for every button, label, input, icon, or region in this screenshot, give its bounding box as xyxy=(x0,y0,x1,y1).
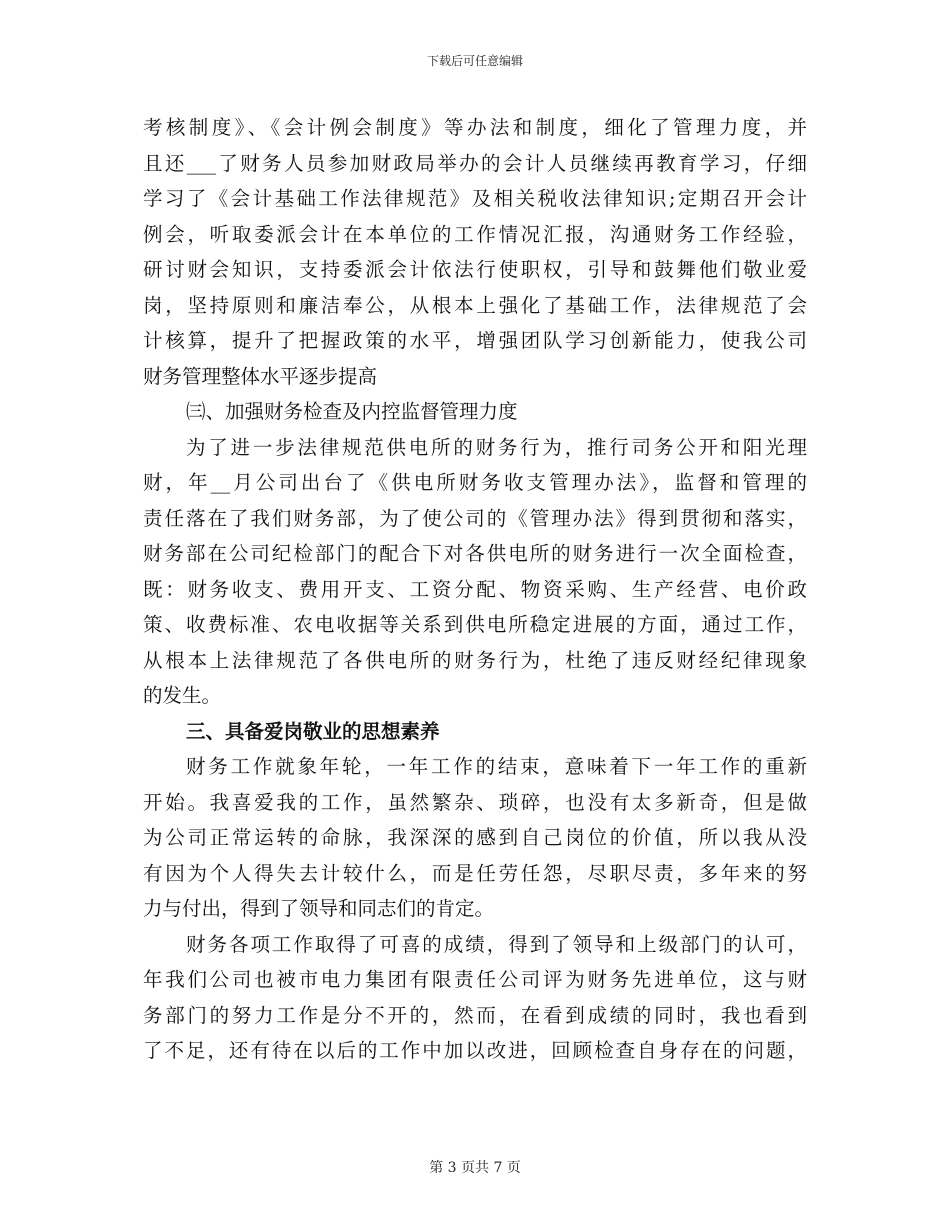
text-line: 力与付出，得到了领导和同志们的肯定。 xyxy=(143,897,495,920)
text-line: 为公司正常运转的命脉，我深深的感到自己岗位的价值，所以我从没 xyxy=(143,826,807,849)
text-line: 务部门的努力工作是分不开的，然而，在看到成绩的同时，我也看到 xyxy=(143,1003,807,1027)
page-header: 下载后可任意编辑 xyxy=(426,54,523,68)
text-line: 财务管理整体水平逐步提高 xyxy=(143,364,378,388)
text-line: 的发生。 xyxy=(143,684,222,707)
subsection-heading: ㈢、加强财务检查及内控监督管理力度 xyxy=(186,400,518,423)
text-line: 且还___了财务人员参加财政局举办的会计人员继续再教育学习，仔细 xyxy=(143,151,807,175)
text-line: 财，年__月公司出台了《供电所财务收支管理办法》，监督和管理的 xyxy=(143,471,807,494)
text-line: 开始。我喜爱我的工作，虽然繁杂、琐碎，也没有太多新奇，但是做 xyxy=(143,790,807,814)
text-line: 有因为个人得失去计较什么，而是任劳任怨，尽职尽责，多年来的努 xyxy=(143,861,807,885)
text-line: 考核制度》、《会计例会制度》等办法和制度，细化了管理力度，并 xyxy=(143,116,807,139)
text-line: 了不足，还有待在以后的工作中加以改进，回顾检查自身存在的问题， xyxy=(143,1039,807,1062)
text-line: 岗，坚持原则和廉洁奉公，从根本上强化了基础工作，法律规范了会 xyxy=(143,293,807,317)
text-line: 财务部在公司纪检部门的配合下对各供电所的财务进行一次全面检查， xyxy=(143,542,807,565)
text-line: 财务工作就象年轮，一年工作的结束，意味着下一年工作的重新 xyxy=(186,755,807,778)
page-footer: 第 3 页共 7 页 xyxy=(429,1160,521,1176)
text-line: 既：财务收支、费用开支、工资分配、物资采购、生产经营、电价政 xyxy=(143,577,807,601)
text-line: 策、收费标准、农电收据等关系到供电所稳定进展的方面，通过工作， xyxy=(143,613,807,636)
section-heading: 三、具备爱岗敬业的思想素养 xyxy=(186,719,440,743)
text-line: 财务各项工作取得了可喜的成绩，得到了领导和上级部门的认可， xyxy=(186,932,807,956)
text-line: 例会，听取委派会计在本单位的工作情况汇报，沟通财务工作经验， xyxy=(143,222,807,246)
text-line: 为了进一步法律规范供电所的财务行为，推行司务公开和阳光理 xyxy=(186,435,807,459)
text-line: 责任落在了我们财务部，为了使公司的《管理办法》得到贯彻和落实， xyxy=(143,506,807,530)
text-line: 从根本上法律规范了各供电所的财务行为，杜绝了违反财经纪律现象 xyxy=(143,648,807,672)
document-body xyxy=(143,110,807,1069)
text-line: 年我们公司也被市电力集团有限责任公司评为财务先进单位，这与财 xyxy=(143,968,807,991)
text-line: 研讨财会知识，支持委派会计依法行使职权，引导和鼓舞他们敬业爱 xyxy=(143,258,807,281)
text-line: 学习了《会计基础工作法律规范》及相关税收法律知识;定期召开会计 xyxy=(143,187,807,210)
text-line: 计核算，提升了把握政策的水平，增强团队学习创新能力，使我公司 xyxy=(143,329,807,352)
